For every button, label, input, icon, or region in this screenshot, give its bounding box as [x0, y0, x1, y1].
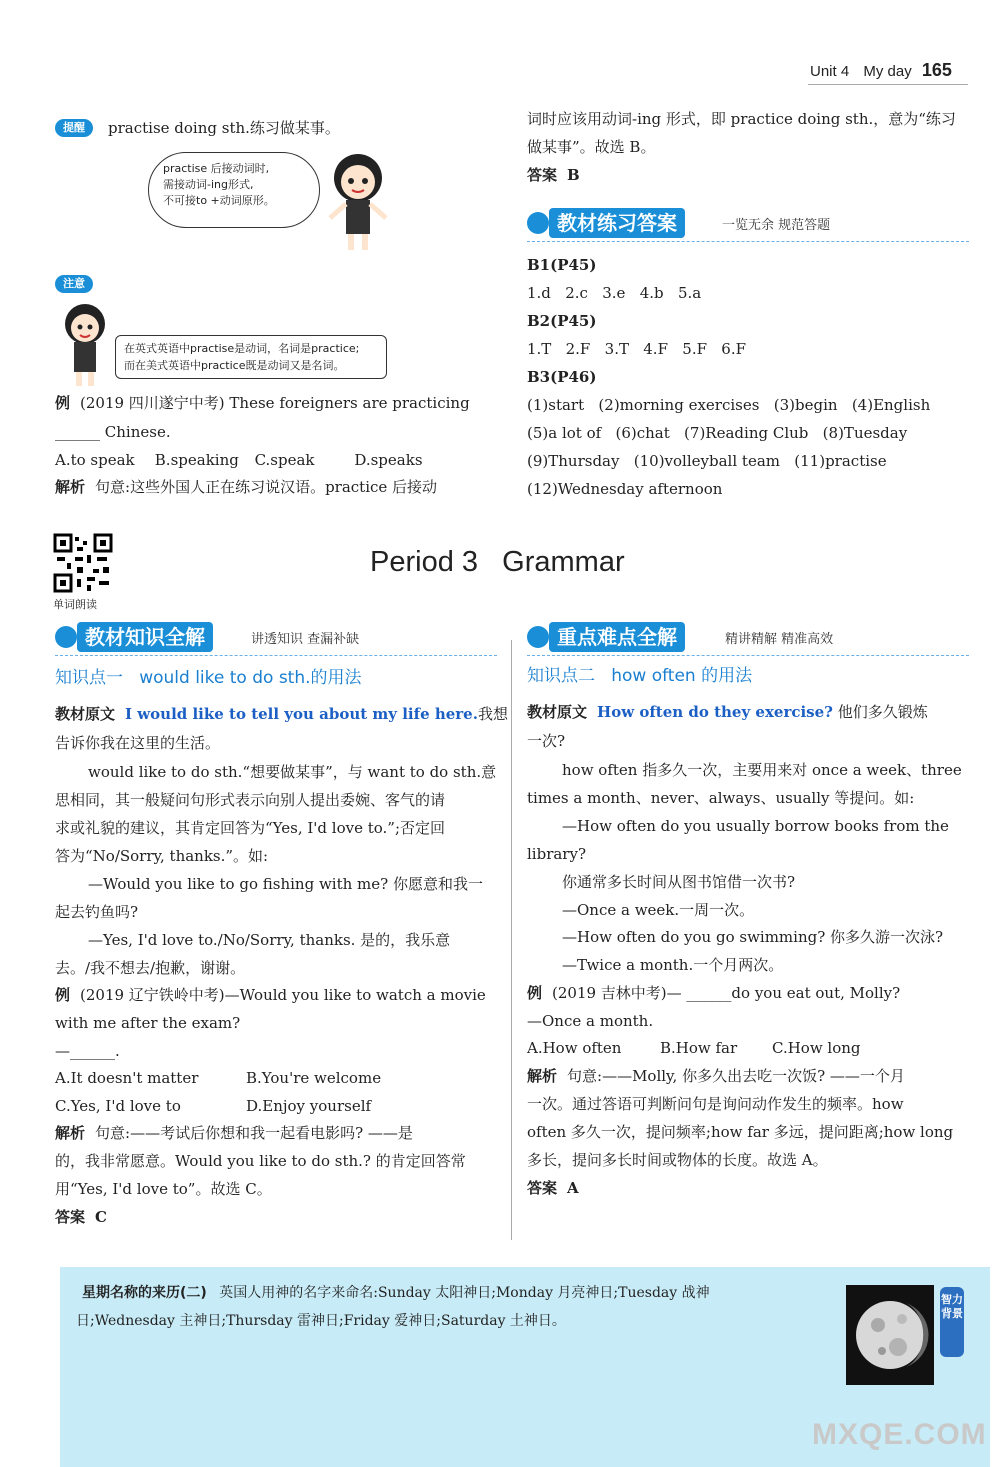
body-line: 去。/我不想去/抱歉，谢谢。: [55, 959, 246, 977]
analysis-line: 的，我非常愿意。Would you like to do sth.? 的肯定回答常: [55, 1152, 466, 1170]
body-line: —Would you like to go fishing with me? 你愿意和我一: [88, 875, 483, 893]
example-line: 例 (2019 吉林中考)— ______do you eat out, Molly?: [527, 984, 901, 1002]
exercise-answers: (12)Wednesday afternoon: [527, 480, 723, 498]
option: B.How far: [660, 1039, 738, 1057]
analysis-label: 解析: [55, 478, 86, 496]
cloud-bubble: [148, 152, 320, 228]
exercise-ref: B2(P45): [527, 312, 597, 330]
cartoon-girl-icon: [318, 148, 398, 258]
speaker-icon: [527, 626, 549, 648]
answer-line: [527, 1174, 579, 1202]
section-header-textbook-knowledge: [55, 624, 497, 654]
body-line: —Yes, I'd love to./No/Sorry, thanks. 是的，我乐意: [88, 931, 451, 949]
section-header-exercise-answers: [527, 210, 969, 240]
note-line: 在英式英语中practise是动词，名词是practice;: [124, 342, 360, 355]
section-header-key-points: [527, 624, 969, 654]
exercise-ref: B1(P45): [527, 256, 597, 274]
option: A.to speak: [55, 451, 135, 469]
body-line: how often 指多久一次，主要用来对 once a week、three: [562, 761, 962, 779]
example-label: 例: [527, 984, 543, 1002]
option: B.speaking: [154, 451, 239, 469]
body-line: 告诉你我在这里的生活。: [55, 734, 221, 752]
original-english: I would like to tell you about my life here.: [125, 705, 478, 723]
analysis-label: 解析: [527, 1067, 558, 1085]
dashed-divider: [55, 655, 497, 656]
continued-text: 词时应该用动词-ing 形式，即 practice doing sth.，意为“练习: [527, 110, 956, 128]
body-line: 你通常多长时间从图书馆借一次书?: [562, 873, 796, 891]
body-line: would like to do sth.“想要做某事”，与 want to do sth.意: [88, 763, 497, 781]
exercise-answers: 1.T 2.F 3.T 4.F 5.F 6.F: [527, 340, 747, 358]
example-line: with me after the exam?: [55, 1014, 241, 1032]
body-line: times a month、never、always、usually 等提问。如:: [527, 789, 915, 807]
body-line: 思相同，其一般疑问句形式表示向别人提出委婉、客气的请: [55, 791, 446, 809]
section-subtitle: 讲透知识 查漏补缺: [251, 632, 360, 647]
speaker-icon: [55, 626, 77, 648]
dashed-divider: [527, 241, 969, 242]
dashed-divider: [527, 655, 969, 656]
option: C.speak: [254, 451, 315, 469]
section-subtitle: 精讲精解 精准高效: [725, 632, 834, 647]
analysis-line: 解析 句意:——Molly, 你多久出去吃一次饭? ——一个月: [527, 1067, 905, 1085]
exercise-answers: (9)Thursday (10)volleyball team (11)practise: [527, 452, 887, 470]
body-line: —How often do you usually borrow books from the: [562, 817, 949, 835]
knowledge-point-title: 知识点二 how often 的用法: [527, 666, 753, 686]
bubble-line: practise 后接动词时,: [163, 162, 270, 175]
analysis-line: 一次。通过答语可判断问句是询问动作发生的频率。how: [527, 1095, 904, 1113]
body-line: 答为“No/Sorry, thanks.”。如:: [55, 847, 269, 865]
exercise-answers: (5)a lot of (6)chat (7)Reading Club (8)Tuesday: [527, 424, 908, 442]
body-line: library?: [527, 845, 586, 863]
textbook-original: 教材原文 How often do they exercise? 他们多久锻炼: [527, 703, 928, 721]
option: B.You're welcome: [246, 1069, 382, 1087]
example-label: 例: [55, 394, 71, 412]
analysis-line: 解析 句意:这些外国人正在练习说汉语。practice 后接动: [55, 478, 438, 496]
option: C.Yes, I'd love to: [55, 1097, 181, 1115]
exercise-answers: (1)start (2)morning exercises (3)begin (4)English: [527, 396, 931, 414]
cartoon-girl-icon: [50, 300, 120, 390]
example-line: —______.: [55, 1042, 120, 1060]
footer-line: 日;Wednesday 主神日;Thursday 雷神日;Friday 爱神日;Saturday 土神日。: [76, 1313, 566, 1329]
analysis-line: 多长，提问多长时间或物体的长度。故选 A。: [527, 1151, 828, 1169]
example-label: 例: [55, 986, 71, 1004]
body-line: —How often do you go swimming? 你多久游一次泳?: [562, 928, 944, 946]
footer-title: 星期名称的来历(二): [82, 1285, 207, 1301]
option: C.How long: [772, 1039, 861, 1057]
answer-label: 答案: [527, 166, 558, 184]
tip-tag: 提醒: [55, 119, 93, 137]
answer-label: 答案: [527, 1179, 558, 1197]
exercise-ref: B3(P46): [527, 368, 597, 386]
original-label: 教材原文: [527, 703, 588, 721]
body-line: 一次?: [527, 732, 566, 750]
section-title: 教材练习答案: [549, 208, 685, 238]
page-header: [810, 60, 952, 81]
example-line: —Once a month.: [527, 1012, 654, 1030]
speaker-icon: [527, 212, 549, 234]
unit-label: Unit 4: [810, 63, 850, 80]
side-label: 智力背景: [940, 1287, 964, 1357]
note-box: [115, 335, 387, 379]
analysis-line: 解析 句意:——考试后你想和我一起看电影吗? ——是: [55, 1124, 413, 1142]
analysis-line: 用“Yes, I'd love to”。故选 C。: [55, 1180, 272, 1198]
tip-text: practise doing sth.练习做某事。: [108, 119, 340, 137]
qr-label: 单词朗读: [53, 599, 97, 611]
example-line: ______ Chinese.: [55, 423, 171, 441]
period-title: Period 3 Grammar: [370, 546, 625, 578]
body-line: —Twice a month.一个月两次。: [562, 956, 784, 974]
exercise-answers: 1.d 2.c 3.e 4.b 5.a: [527, 284, 702, 302]
option: A.It doesn't matter: [55, 1069, 199, 1087]
section-title: 教材知识全解: [77, 622, 213, 652]
section-subtitle: 一览无余 规范答题: [722, 218, 831, 233]
original-label: 教材原文: [55, 705, 116, 723]
bubble-line: 需接动词-ing形式,: [163, 178, 254, 191]
option: A.How often: [527, 1039, 622, 1057]
answer-value: C: [95, 1208, 107, 1226]
unit-title: My day: [863, 63, 912, 80]
option: D.speaks: [354, 451, 423, 469]
section-title: 重点难点全解: [549, 622, 685, 652]
bubble-line: 不可接to +动词原形。: [163, 194, 275, 207]
example-line: 例 (2019 辽宁铁岭中考)—Would you like to watch a movie: [55, 986, 486, 1004]
qr-code-icon[interactable]: [53, 533, 113, 593]
option: D.Enjoy yourself: [246, 1097, 372, 1115]
note-line: 而在美式英语中practice既是动词又是名词。: [124, 359, 345, 372]
moon-image: [846, 1285, 934, 1385]
body-line: 求或礼貌的建议，其肯定回答为“Yes, I'd love to.”;否定回: [55, 819, 446, 837]
answer-value: A: [567, 1179, 579, 1197]
original-english: How often do they exercise?: [597, 703, 833, 721]
answer-label: 答案: [55, 1208, 86, 1226]
example-line: 例 (2019 四川遂宁中考) These foreigners are practicing: [55, 394, 470, 412]
answer-line: [55, 1203, 107, 1231]
options-row: [55, 446, 423, 474]
watermark: MXQE.COM: [812, 1418, 987, 1451]
body-line: —Once a week.一周一次。: [562, 901, 755, 919]
column-divider: [511, 640, 512, 1240]
analysis-line: often 多久一次，提问频率;how far 多远，提问距离;how long: [527, 1123, 954, 1141]
page-number: 165: [921, 60, 952, 80]
knowledge-point-title: 知识点一 would like to do sth.的用法: [55, 668, 362, 688]
answer-value: B: [567, 166, 580, 184]
header-rule: [808, 84, 968, 85]
note-tag: 注意: [55, 275, 93, 293]
body-line: 起去钓鱼吗?: [55, 903, 139, 921]
analysis-label: 解析: [55, 1124, 86, 1142]
answer-line: [527, 161, 580, 189]
textbook-original: 教材原文 I would like to tell you about my life here.我想: [55, 705, 508, 723]
footer-line: 星期名称的来历(二) 英国人用神的名字来命名:Sunday 太阳神日;Monday 月亮神日;Tuesday 战神: [82, 1285, 710, 1301]
continued-text: 做某事”。故选 B。: [527, 138, 656, 156]
